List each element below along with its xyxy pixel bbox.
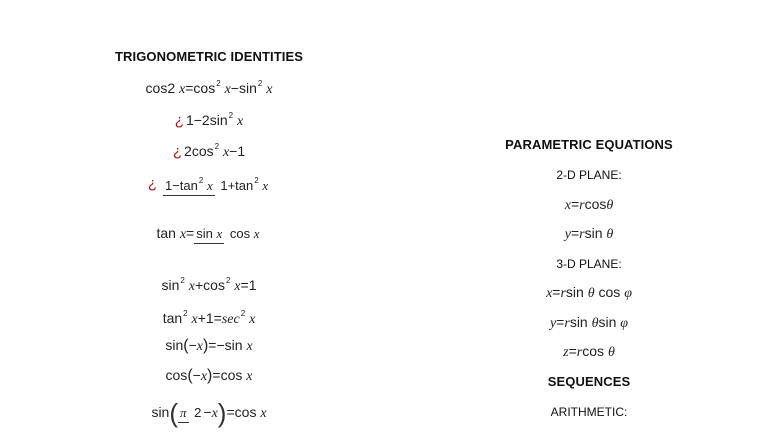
param-x-3d: x=rsin θ cos φ bbox=[546, 284, 632, 301]
identity-cofunction: sin( π 2 −x)=cos x bbox=[151, 398, 267, 428]
identity-cos-even: cos(−x)=cos x bbox=[165, 367, 253, 384]
sequences-heading: SEQUENCES bbox=[547, 374, 631, 389]
identity-tan-definition: tan x= sin x cos x bbox=[156, 225, 260, 243]
param-y-3d: y=rsin θsin φ bbox=[549, 314, 629, 331]
sin-over-cos-fraction: sin x cos x bbox=[194, 225, 261, 244]
invalid-glyph: ¿ bbox=[172, 143, 183, 160]
invalid-glyph: ¿ bbox=[174, 112, 184, 129]
identity-sin-odd: sin(−x)=−sin x bbox=[165, 337, 253, 354]
identity-cos2x-tan-form bbox=[100, 172, 318, 196]
identity-pythagorean: sin2 x+cos2 x=1 bbox=[161, 276, 257, 294]
arithmetic-label: ARITHMETIC: bbox=[550, 405, 628, 419]
plane-3d-label: 3-D PLANE: bbox=[556, 257, 622, 271]
identity-tan-sec: tan2 x+1=sec2 x bbox=[162, 309, 256, 327]
identity-double-angle-cos: cos2 x=cos2 x−sin2 x bbox=[145, 79, 273, 97]
identity-cos2x-cos-form: ¿ 2cos2 x−1 bbox=[172, 142, 246, 160]
param-z-3d: z=rcos θ bbox=[563, 343, 615, 360]
trig-heading: TRIGONOMETRIC IDENTITIES bbox=[114, 49, 303, 64]
tan-fraction: 1−tan2 x 1+tan2 x bbox=[163, 172, 270, 196]
plane-2d-label: 2-D PLANE: bbox=[556, 168, 622, 182]
param-x-2d: x=rcosθ bbox=[564, 196, 614, 213]
param-y-2d: y=rsin θ bbox=[564, 225, 614, 242]
parametric-heading: PARAMETRIC EQUATIONS bbox=[505, 137, 673, 152]
invalid-glyph: ¿ bbox=[147, 174, 158, 192]
identity-cos2x-sin-form: ¿ 1−2sin2 x bbox=[174, 111, 244, 129]
pi-over-2-fraction: π 2 bbox=[178, 404, 203, 423]
